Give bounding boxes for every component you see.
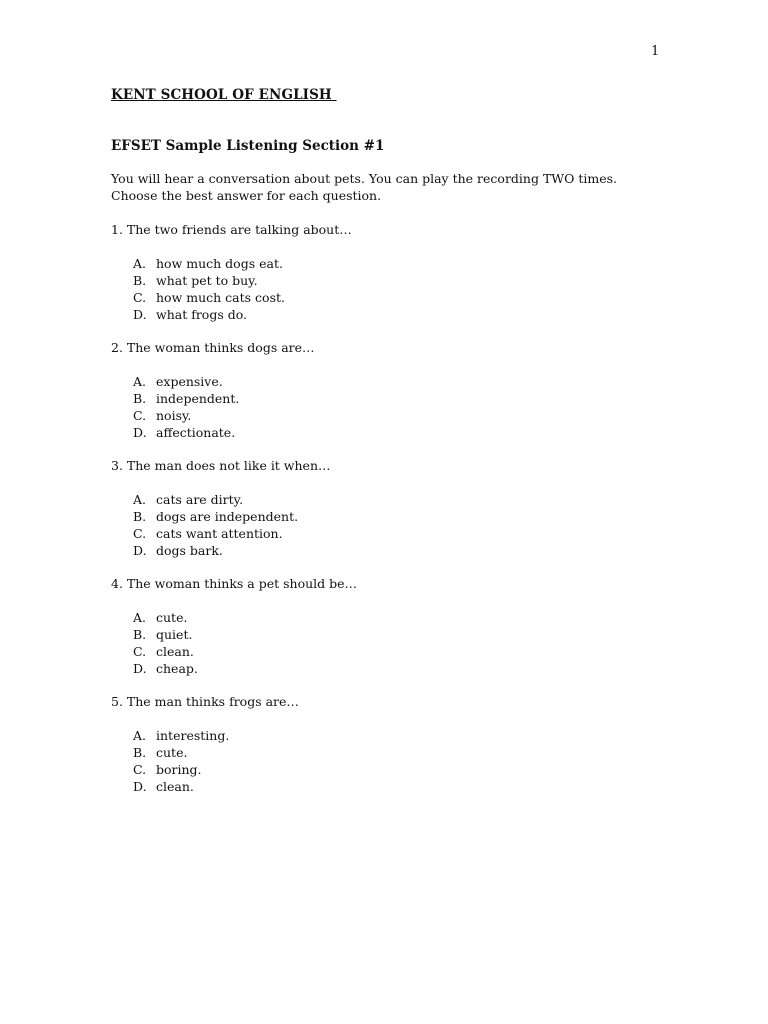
option-text: cats want attention. [156,526,283,541]
question-5 [111,693,651,795]
question-4 [111,575,651,677]
option-item[interactable] [111,424,651,441]
option-item[interactable] [111,491,651,508]
instructions [111,170,651,204]
option-item[interactable] [111,778,651,795]
option-item[interactable] [111,289,651,306]
option-text: boring. [156,762,202,777]
option-item[interactable] [111,660,651,677]
option-item[interactable] [111,525,651,542]
option-item[interactable] [111,407,651,424]
option-text: dogs are independent. [156,509,299,524]
option-letter: C. [133,408,147,423]
option-item[interactable] [111,255,651,272]
option-list [111,727,651,795]
option-letter: C. [133,762,147,777]
option-text: expensive. [156,374,223,389]
option-item[interactable] [111,643,651,660]
option-item[interactable] [111,542,651,559]
question-stem: 2. The woman thinks dogs are… [111,340,315,355]
option-letter: D. [133,779,147,794]
option-letter: B. [133,627,147,642]
option-letter: A. [133,728,147,743]
question-2 [111,339,651,441]
option-text: dogs bark. [156,543,223,558]
question-stem: 4. The woman thinks a pet should be… [111,576,358,591]
option-item[interactable] [111,744,651,761]
question-stem: 3. The man does not like it when… [111,458,331,473]
option-text: cats are dirty. [156,492,244,507]
option-letter: A. [133,492,147,507]
option-letter: B. [133,745,147,760]
option-text: interesting. [156,728,230,743]
option-letter: A. [133,256,147,271]
option-text: how much cats cost. [156,290,285,305]
option-text: cute. [156,610,188,625]
instructions-line: You will hear a conversation about pets. You can play the recording TWO times. [111,171,618,186]
option-item[interactable] [111,373,651,390]
option-text: what frogs do. [156,307,247,322]
section-title: EFSET Sample Listening Section #1 [111,138,385,154]
option-text: noisy. [156,408,192,423]
question-3 [111,457,651,559]
option-item[interactable] [111,761,651,778]
option-text: independent. [156,391,240,406]
option-letter: D. [133,425,147,440]
option-text: how much dogs eat. [156,256,283,271]
option-item[interactable] [111,390,651,407]
option-letter: A. [133,610,147,625]
option-text: affectionate. [156,425,236,440]
instructions-line: Choose the best answer for each question. [111,188,382,203]
page-number: 1 [651,44,660,59]
option-list [111,373,651,441]
option-item[interactable] [111,727,651,744]
option-item[interactable] [111,306,651,323]
option-letter: A. [133,374,147,389]
question-stem: 1. The two friends are talking about… [111,222,352,237]
option-list [111,491,651,559]
option-item[interactable] [111,508,651,525]
option-letter: B. [133,391,147,406]
option-letter: C. [133,526,147,541]
option-text: cheap. [156,661,198,676]
option-text: clean. [156,644,194,659]
option-item[interactable] [111,609,651,626]
option-letter: B. [133,509,147,524]
option-text: what pet to buy. [156,273,258,288]
option-item[interactable] [111,272,651,289]
option-text: clean. [156,779,194,794]
school-title: KENT SCHOOL OF ENGLISH [111,87,337,103]
option-text: cute. [156,745,188,760]
option-list [111,609,651,677]
option-letter: D. [133,661,147,676]
option-letter: D. [133,543,147,558]
option-letter: B. [133,273,147,288]
option-letter: C. [133,644,147,659]
option-text: quiet. [156,627,193,642]
option-item[interactable] [111,626,651,643]
option-letter: C. [133,290,147,305]
option-list [111,255,651,323]
option-letter: D. [133,307,147,322]
question-1 [111,221,651,323]
question-stem: 5. The man thinks frogs are… [111,694,299,709]
